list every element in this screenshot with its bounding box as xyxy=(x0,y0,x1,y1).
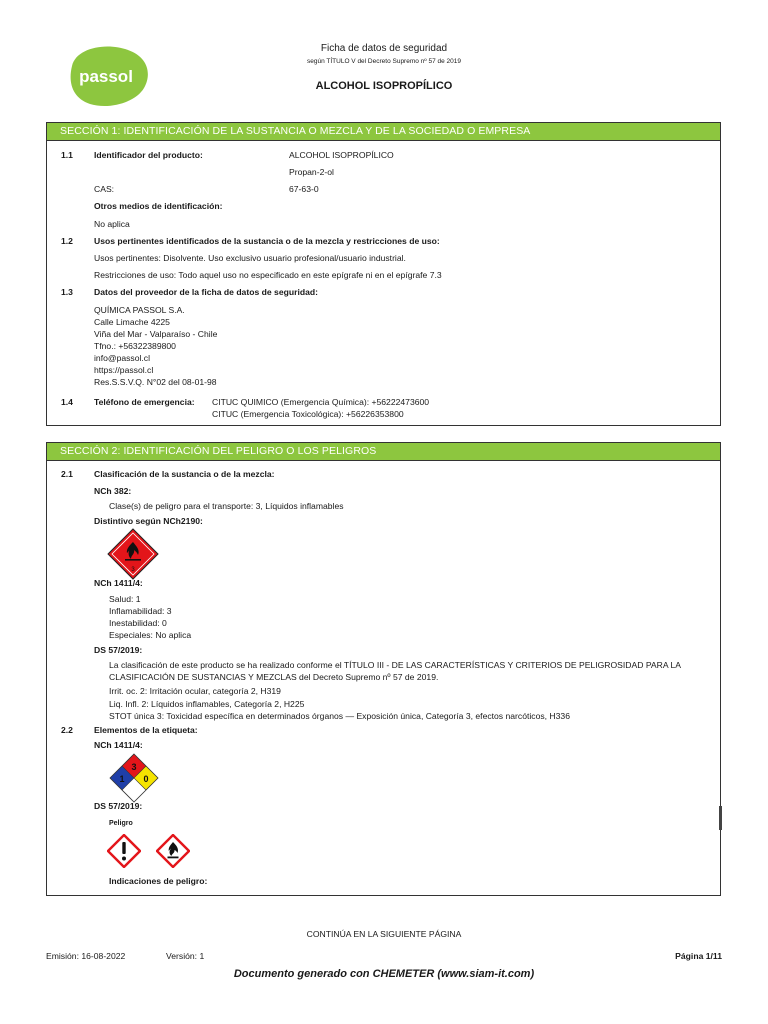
product-identifier-label: Identificador del producto: xyxy=(94,150,203,160)
section-1 xyxy=(46,122,721,426)
label-elements-label: Elementos de la etiqueta: xyxy=(94,725,198,735)
restrictions-text: Restricciones de uso: Todo aquel uso no especificado en este epígrafe ni en el epígrafe 7.3 xyxy=(94,270,442,280)
flame-pictogram-icon xyxy=(156,834,190,868)
section-number: 1.2 xyxy=(61,236,73,246)
supplier-line: info@passol.cl xyxy=(94,353,151,363)
nch1411-value: Salud: 1 xyxy=(109,594,141,604)
other-id-value: No aplica xyxy=(94,219,130,229)
section-number: 1.4 xyxy=(61,397,73,407)
issue-date: Emisión: 16-08-2022 xyxy=(46,951,126,961)
version: Versión: 1 xyxy=(166,951,205,961)
emergency-label: Teléfono de emergencia: xyxy=(94,397,195,407)
ds57-text: CLASIFICACIÓN DE SUSTANCIAS Y MEZCLAS del Decreto Supremo nº 57 de 2019. xyxy=(109,672,439,682)
cas-value: 67-63-0 xyxy=(289,184,319,194)
svg-text:passol: passol xyxy=(79,67,133,86)
hazard-class: Irrit. oc. 2: Irritación ocular, categoría 2, H319 xyxy=(109,686,281,696)
ds57-label: DS 57/2019: xyxy=(94,801,143,811)
supplier-line: Calle Limache 4225 xyxy=(94,317,170,327)
nfpa-label: NCh 1411/4: xyxy=(94,740,143,750)
generator-note: Documento generado con CHEMETER (www.siam-it.com) xyxy=(233,968,535,980)
section-number: 1.1 xyxy=(61,150,73,160)
scrollbar[interactable] xyxy=(719,806,722,830)
hazard-class: STOT única 3: Toxicidad específica en determinados órganos — Exposición única, Categoría 3, efectos narcóticos, H336 xyxy=(109,711,570,721)
nch1411-value: Inflamabilidad: 3 xyxy=(109,606,172,616)
section-2-header: SECCIÓN 2: IDENTIFICACIÓN DEL PELIGRO O LOS PELIGROS xyxy=(47,443,720,461)
nch1411-value: Inestabilidad: 0 xyxy=(109,618,167,628)
svg-text:3: 3 xyxy=(131,567,135,573)
svg-text:1: 1 xyxy=(119,774,125,784)
supplier-line: Res.S.S.V.Q. N°02 del 08-01-98 xyxy=(94,377,217,387)
svg-text:0: 0 xyxy=(143,774,149,784)
product-alt-name: Propan-2-ol xyxy=(289,167,334,177)
section-2 xyxy=(46,442,721,896)
page-number: Página 1/11 xyxy=(675,951,722,961)
cas-label: CAS: xyxy=(94,184,115,194)
exclamation-pictogram-icon xyxy=(107,834,141,868)
section-number: 2.1 xyxy=(61,469,73,479)
supplier-line: Viña del Mar - Valparaíso - Chile xyxy=(94,329,218,339)
classification-label: Clasificación de la sustancia o de la mezcla: xyxy=(94,469,275,479)
uses-label: Usos pertinentes identificados de la sustancia o de la mezcla y restricciones de uso: xyxy=(94,236,440,246)
section-number: 1.3 xyxy=(61,287,73,297)
product-name: ALCOHOL ISOPROPÍLICO xyxy=(289,150,394,160)
section-1-header: SECCIÓN 1: IDENTIFICACIÓN DE LA SUSTANCIA O MEZCLA Y DE LA SOCIEDAD O EMPRESA xyxy=(47,123,720,141)
supplier-line: https://passol.cl xyxy=(94,365,154,375)
ds57-label: DS 57/2019: xyxy=(94,645,143,655)
supplier-line: Tfno.: +56322389800 xyxy=(94,341,176,351)
section-number: 2.2 xyxy=(61,725,73,735)
supplier-label: Datos del proveedor de la ficha de datos de seguridad: xyxy=(94,287,318,297)
product-title: ALCOHOL ISOPROPÍLICO xyxy=(315,80,453,92)
uses-text: Usos pertinentes: Disolvente. Uso exclusivo usuario profesional/usuario industrial. xyxy=(94,253,406,263)
document-title: Ficha de datos de seguridad xyxy=(320,43,448,54)
supplier-line: QUÍMICA PASSOL S.A. xyxy=(94,305,185,315)
nch1411-label: NCh 1411/4: xyxy=(94,578,143,588)
nfpa-diamond-icon xyxy=(109,753,159,803)
nch382-label: NCh 382: xyxy=(94,486,132,496)
hazard-statements-label: Indicaciones de peligro: xyxy=(109,876,208,886)
ds57-text: La clasificación de este producto se ha realizado conforme el TÍTULO III - DE LAS CARACTERÍSTICAS Y CRITERIOS DE PELIGROSIDAD PARA LA xyxy=(109,660,682,670)
other-id-label: Otros medios de identificación: xyxy=(94,201,223,211)
emergency-phone: CITUC QUIMICO (Emergencia Química): +56222473600 xyxy=(212,397,430,407)
nch2190-label: Distintivo según NCh2190: xyxy=(94,516,203,526)
continues-note: CONTINÚA EN LA SIGUIENTE PÁGINA xyxy=(306,929,462,939)
signal-word: Peligro xyxy=(109,820,133,827)
transport-class: Clase(s) de peligro para el transporte: 3, Líquidos inflamables xyxy=(109,501,344,511)
nch1411-value: Especiales: No aplica xyxy=(109,630,192,640)
document-subtitle: según TÍTULO V del Decreto Supremo nº 57 de 2019 xyxy=(306,58,461,65)
emergency-phone: CITUC (Emergencia Toxicológica): +56226353800 xyxy=(212,409,404,419)
flame-placard-icon xyxy=(107,528,159,580)
hazard-class: Liq. Infl. 2: Líquidos inflamables, Categoría 2, H225 xyxy=(109,699,305,709)
svg-text:3: 3 xyxy=(131,762,137,772)
